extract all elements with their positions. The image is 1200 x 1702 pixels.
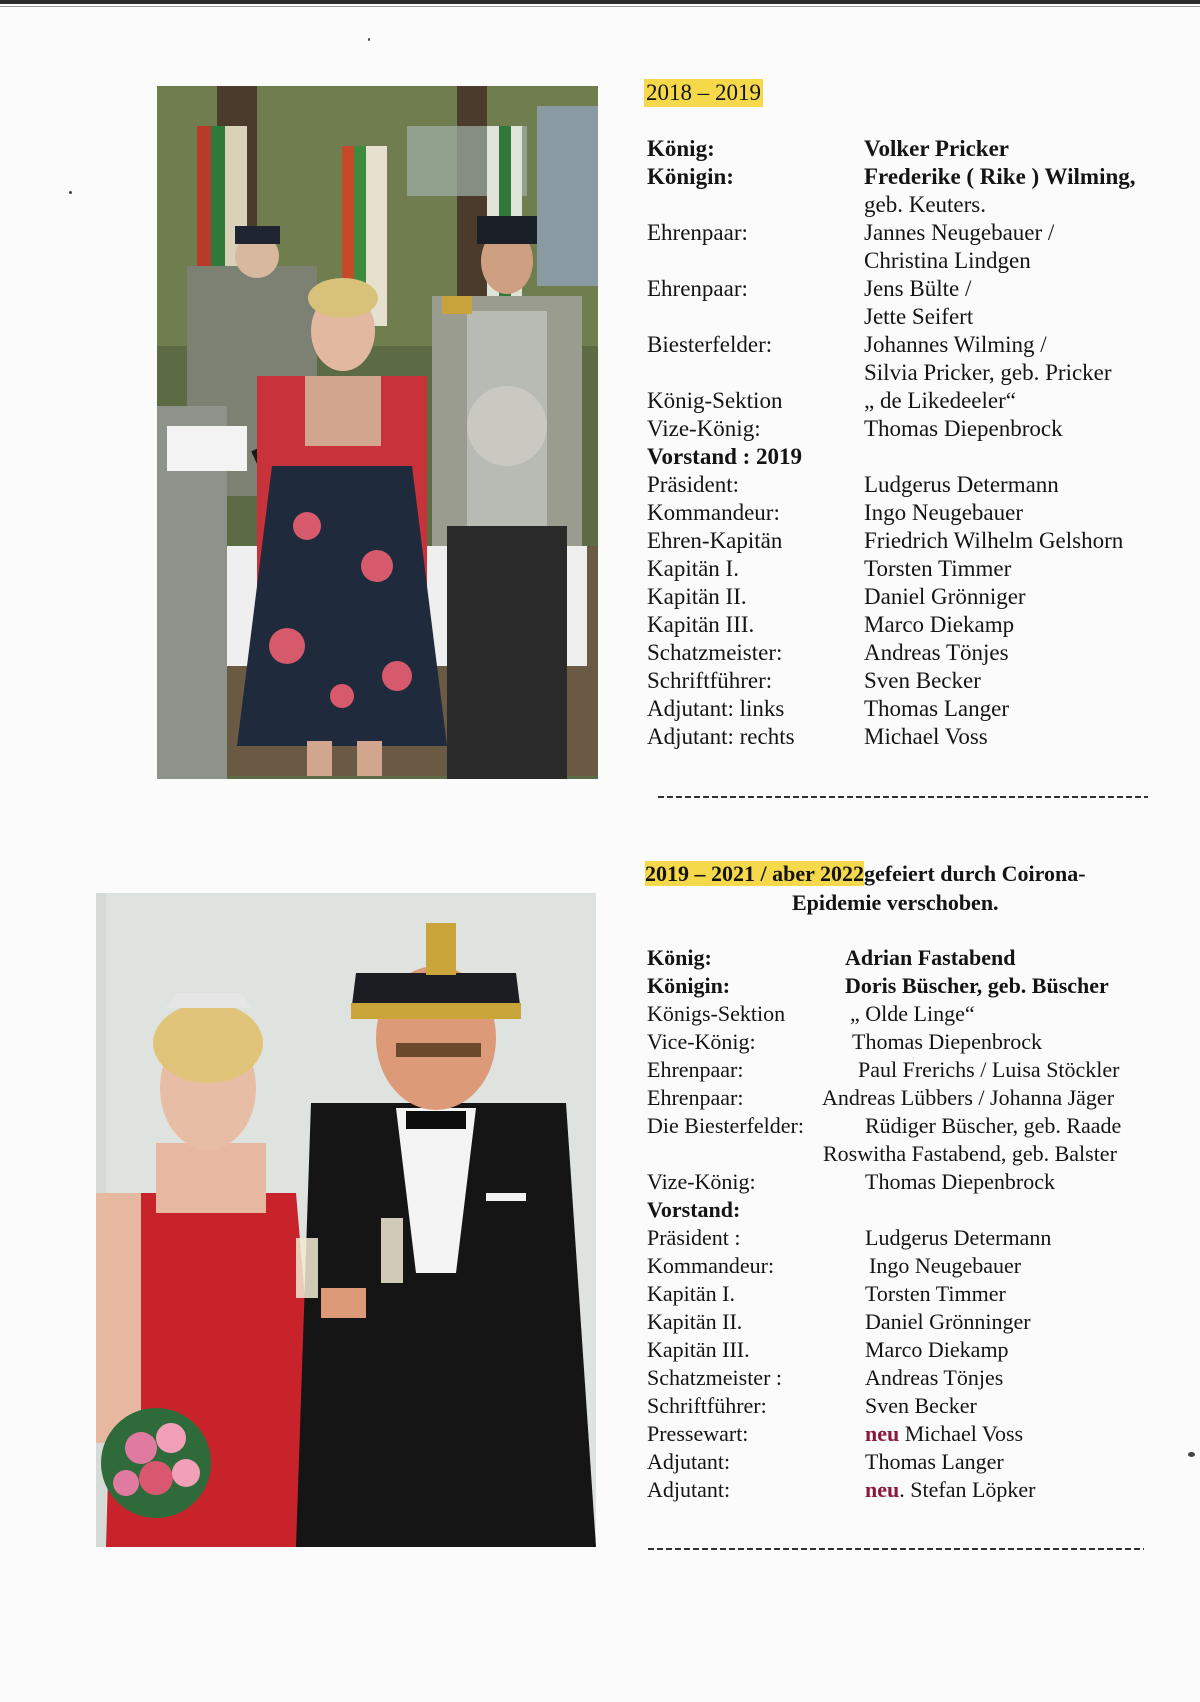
list-row: [647, 667, 1187, 695]
row-value-text: . Stefan Löpker: [899, 1477, 1036, 1502]
list-row: [647, 163, 1187, 191]
row-value: [865, 1420, 1023, 1448]
row-value: Roswitha Fastabend, geb. Balster: [823, 1141, 1117, 1166]
list-row: [647, 275, 1187, 303]
list-row: [647, 303, 1187, 331]
row-value: Thomas Langer: [864, 696, 1009, 721]
row-value: „ de Likedeeler“: [864, 388, 1016, 413]
row-value: „ Olde Linge“: [850, 1001, 975, 1026]
photo-royal-couple-2018: [157, 86, 598, 779]
row-label: Vize-König:: [647, 416, 761, 441]
row-value: Paul Frerichs / Luisa Stöckler: [858, 1057, 1120, 1082]
row-value: Ingo Neugebauer: [864, 500, 1024, 525]
section2-heading-line2: Epidemie verschoben.: [792, 890, 999, 915]
row-label: Pressewart:: [647, 1421, 749, 1446]
row-label: Vice-König:: [647, 1029, 756, 1054]
row-label: Ehrenpaar:: [647, 220, 748, 245]
list-row: [647, 471, 1187, 499]
scan-speck: [69, 191, 72, 194]
row-value: Adrian Fastabend: [845, 945, 1016, 970]
row-label: Vorstand:: [647, 1197, 741, 1222]
row-value: Daniel Grönniger: [864, 584, 1026, 609]
row-value: Jannes Neugebauer /: [864, 220, 1055, 245]
row-value-text: Michael Voss: [899, 1421, 1024, 1446]
list-row: [647, 611, 1187, 639]
list-row: [647, 1224, 1187, 1252]
row-label: Adjutant: links: [647, 696, 785, 721]
section2-list: [647, 944, 1187, 1504]
row-value: Rüdiger Büscher, geb. Raade: [865, 1113, 1122, 1138]
list-row: [647, 1308, 1187, 1336]
row-label: Kapitän II.: [647, 584, 747, 609]
row-label: Ehrenpaar:: [647, 1057, 744, 1082]
list-row: [647, 583, 1187, 611]
row-label: Vorstand : 2019: [647, 444, 803, 469]
row-value: Daniel Grönninger: [865, 1309, 1031, 1334]
row-value: Ludgerus Determann: [865, 1225, 1052, 1250]
row-value: Ingo Neugebauer: [869, 1253, 1022, 1278]
row-label: Kapitän III.: [647, 612, 755, 637]
list-row: [647, 191, 1187, 219]
row-value: Thomas Diepenbrock: [864, 416, 1063, 441]
separator-2: [648, 1548, 1144, 1550]
row-label: König:: [647, 136, 715, 161]
row-label: Schriftführer:: [647, 1393, 767, 1418]
list-row: [647, 1000, 1187, 1028]
list-row: [647, 1056, 1187, 1084]
list-row: [647, 1028, 1187, 1056]
row-label: Kapitän II.: [647, 1309, 743, 1334]
list-row: [647, 1280, 1187, 1308]
row-value: Frederike ( Rike ) Wilming,: [864, 164, 1136, 189]
row-label: Königin:: [647, 164, 734, 189]
row-label: Kapitän III.: [647, 1337, 750, 1362]
list-row: [647, 219, 1187, 247]
row-value: Volker Pricker: [864, 136, 1009, 161]
list-row: [647, 499, 1187, 527]
row-value: geb. Keuters.: [864, 192, 986, 217]
list-row: [647, 247, 1187, 275]
list-row: [647, 695, 1187, 723]
row-label: Königin:: [647, 973, 731, 998]
list-row: [647, 723, 1187, 751]
row-value: Torsten Timmer: [864, 556, 1012, 581]
list-row: [647, 443, 1187, 471]
row-value: Andreas Lübbers / Johanna Jäger: [822, 1085, 1115, 1110]
row-value: Andreas Tönjes: [865, 1365, 1004, 1390]
row-label: Ehrenpaar:: [647, 276, 748, 301]
row-label: Ehren-Kapitän: [647, 528, 783, 553]
list-row: [647, 1336, 1187, 1364]
list-row: [647, 639, 1187, 667]
row-label: Biesterfelder:: [647, 332, 773, 357]
row-label: Die Biesterfelder:: [647, 1113, 804, 1138]
list-row: [647, 1084, 1187, 1112]
row-label: Vize-König:: [647, 1169, 756, 1194]
row-value: Thomas Diepenbrock: [865, 1169, 1055, 1194]
scan-edge: [0, 0, 1200, 4]
separator-1: [658, 796, 1148, 798]
row-label: Kommandeur:: [647, 500, 780, 525]
list-row: [647, 135, 1187, 163]
row-value: Johannes Wilming /: [864, 332, 1047, 357]
row-label: Adjutant:: [647, 1449, 731, 1474]
row-value: Marco Diekamp: [865, 1337, 1009, 1362]
row-label: Schriftführer:: [647, 668, 773, 693]
row-value: Andreas Tönjes: [864, 640, 1009, 665]
row-label: Ehrenpaar:: [647, 1085, 744, 1110]
list-row: [647, 1196, 1187, 1224]
year-tag-2019-2022: 2019 – 2021 / aber 2022: [645, 861, 864, 886]
row-label: Präsident :: [647, 1225, 741, 1250]
row-value: Friedrich Wilhelm Gelshorn: [864, 528, 1124, 553]
row-label: Königs-Sektion: [647, 1001, 786, 1026]
row-value: Sven Becker: [864, 668, 981, 693]
row-label: Kommandeur:: [647, 1253, 775, 1278]
row-label: Kapitän I.: [647, 1281, 735, 1306]
list-row: [647, 1364, 1187, 1392]
list-row: [647, 527, 1187, 555]
list-row: [647, 1252, 1187, 1280]
list-row: [647, 972, 1187, 1000]
row-label: König-Sektion: [647, 388, 783, 413]
list-row: [647, 387, 1187, 415]
row-value: Thomas Diepenbrock: [852, 1029, 1042, 1054]
list-row: [647, 331, 1187, 359]
list-row: [647, 359, 1187, 387]
row-value: Michael Voss: [864, 724, 988, 749]
row-label: Präsident:: [647, 472, 739, 497]
photo-royal-couple-2022: [96, 893, 596, 1547]
row-value: Silvia Pricker, geb. Pricker: [864, 360, 1112, 385]
section1-list: [647, 135, 1187, 751]
row-value: Marco Diekamp: [864, 612, 1015, 637]
list-row: [647, 1448, 1187, 1476]
row-value: Torsten Timmer: [865, 1281, 1006, 1306]
list-row: [647, 1420, 1187, 1448]
row-value: Jette Seifert: [864, 304, 974, 329]
list-row: [647, 555, 1187, 583]
row-label: Kapitän I.: [647, 556, 739, 581]
scan-edge-line: [0, 6, 1200, 7]
row-label: Schatzmeister :: [647, 1365, 783, 1390]
row-value: Thomas Langer: [865, 1449, 1004, 1474]
row-label: König:: [647, 945, 712, 970]
row-value: Sven Becker: [865, 1393, 977, 1418]
year-tag-2018-2019: 2018 – 2019: [646, 80, 761, 105]
section2-heading: [645, 859, 1086, 889]
row-label: Adjutant: rechts: [647, 724, 795, 749]
list-row: [647, 1112, 1187, 1140]
row-label: Schatzmeister:: [647, 640, 783, 665]
new-marker: neu: [865, 1421, 900, 1446]
new-marker: neu: [865, 1477, 900, 1502]
scan-speck: [368, 38, 370, 41]
list-row: [647, 1140, 1187, 1168]
list-row: [647, 944, 1187, 972]
scan-speck: [1188, 1452, 1195, 1457]
list-row: [647, 415, 1187, 443]
row-value: Ludgerus Determann: [864, 472, 1059, 497]
row-value: [865, 1476, 1035, 1504]
row-value: Doris Büscher, geb. Büscher: [845, 973, 1109, 998]
row-label: Adjutant:: [647, 1477, 731, 1502]
section2-heading-rest: gefeiert durch Coirona-: [863, 861, 1086, 886]
list-row: [647, 1392, 1187, 1420]
list-row: [647, 1168, 1187, 1196]
row-value: Jens Bülte /: [864, 276, 972, 301]
row-value: Christina Lindgen: [864, 248, 1031, 273]
list-row: [647, 1476, 1187, 1504]
